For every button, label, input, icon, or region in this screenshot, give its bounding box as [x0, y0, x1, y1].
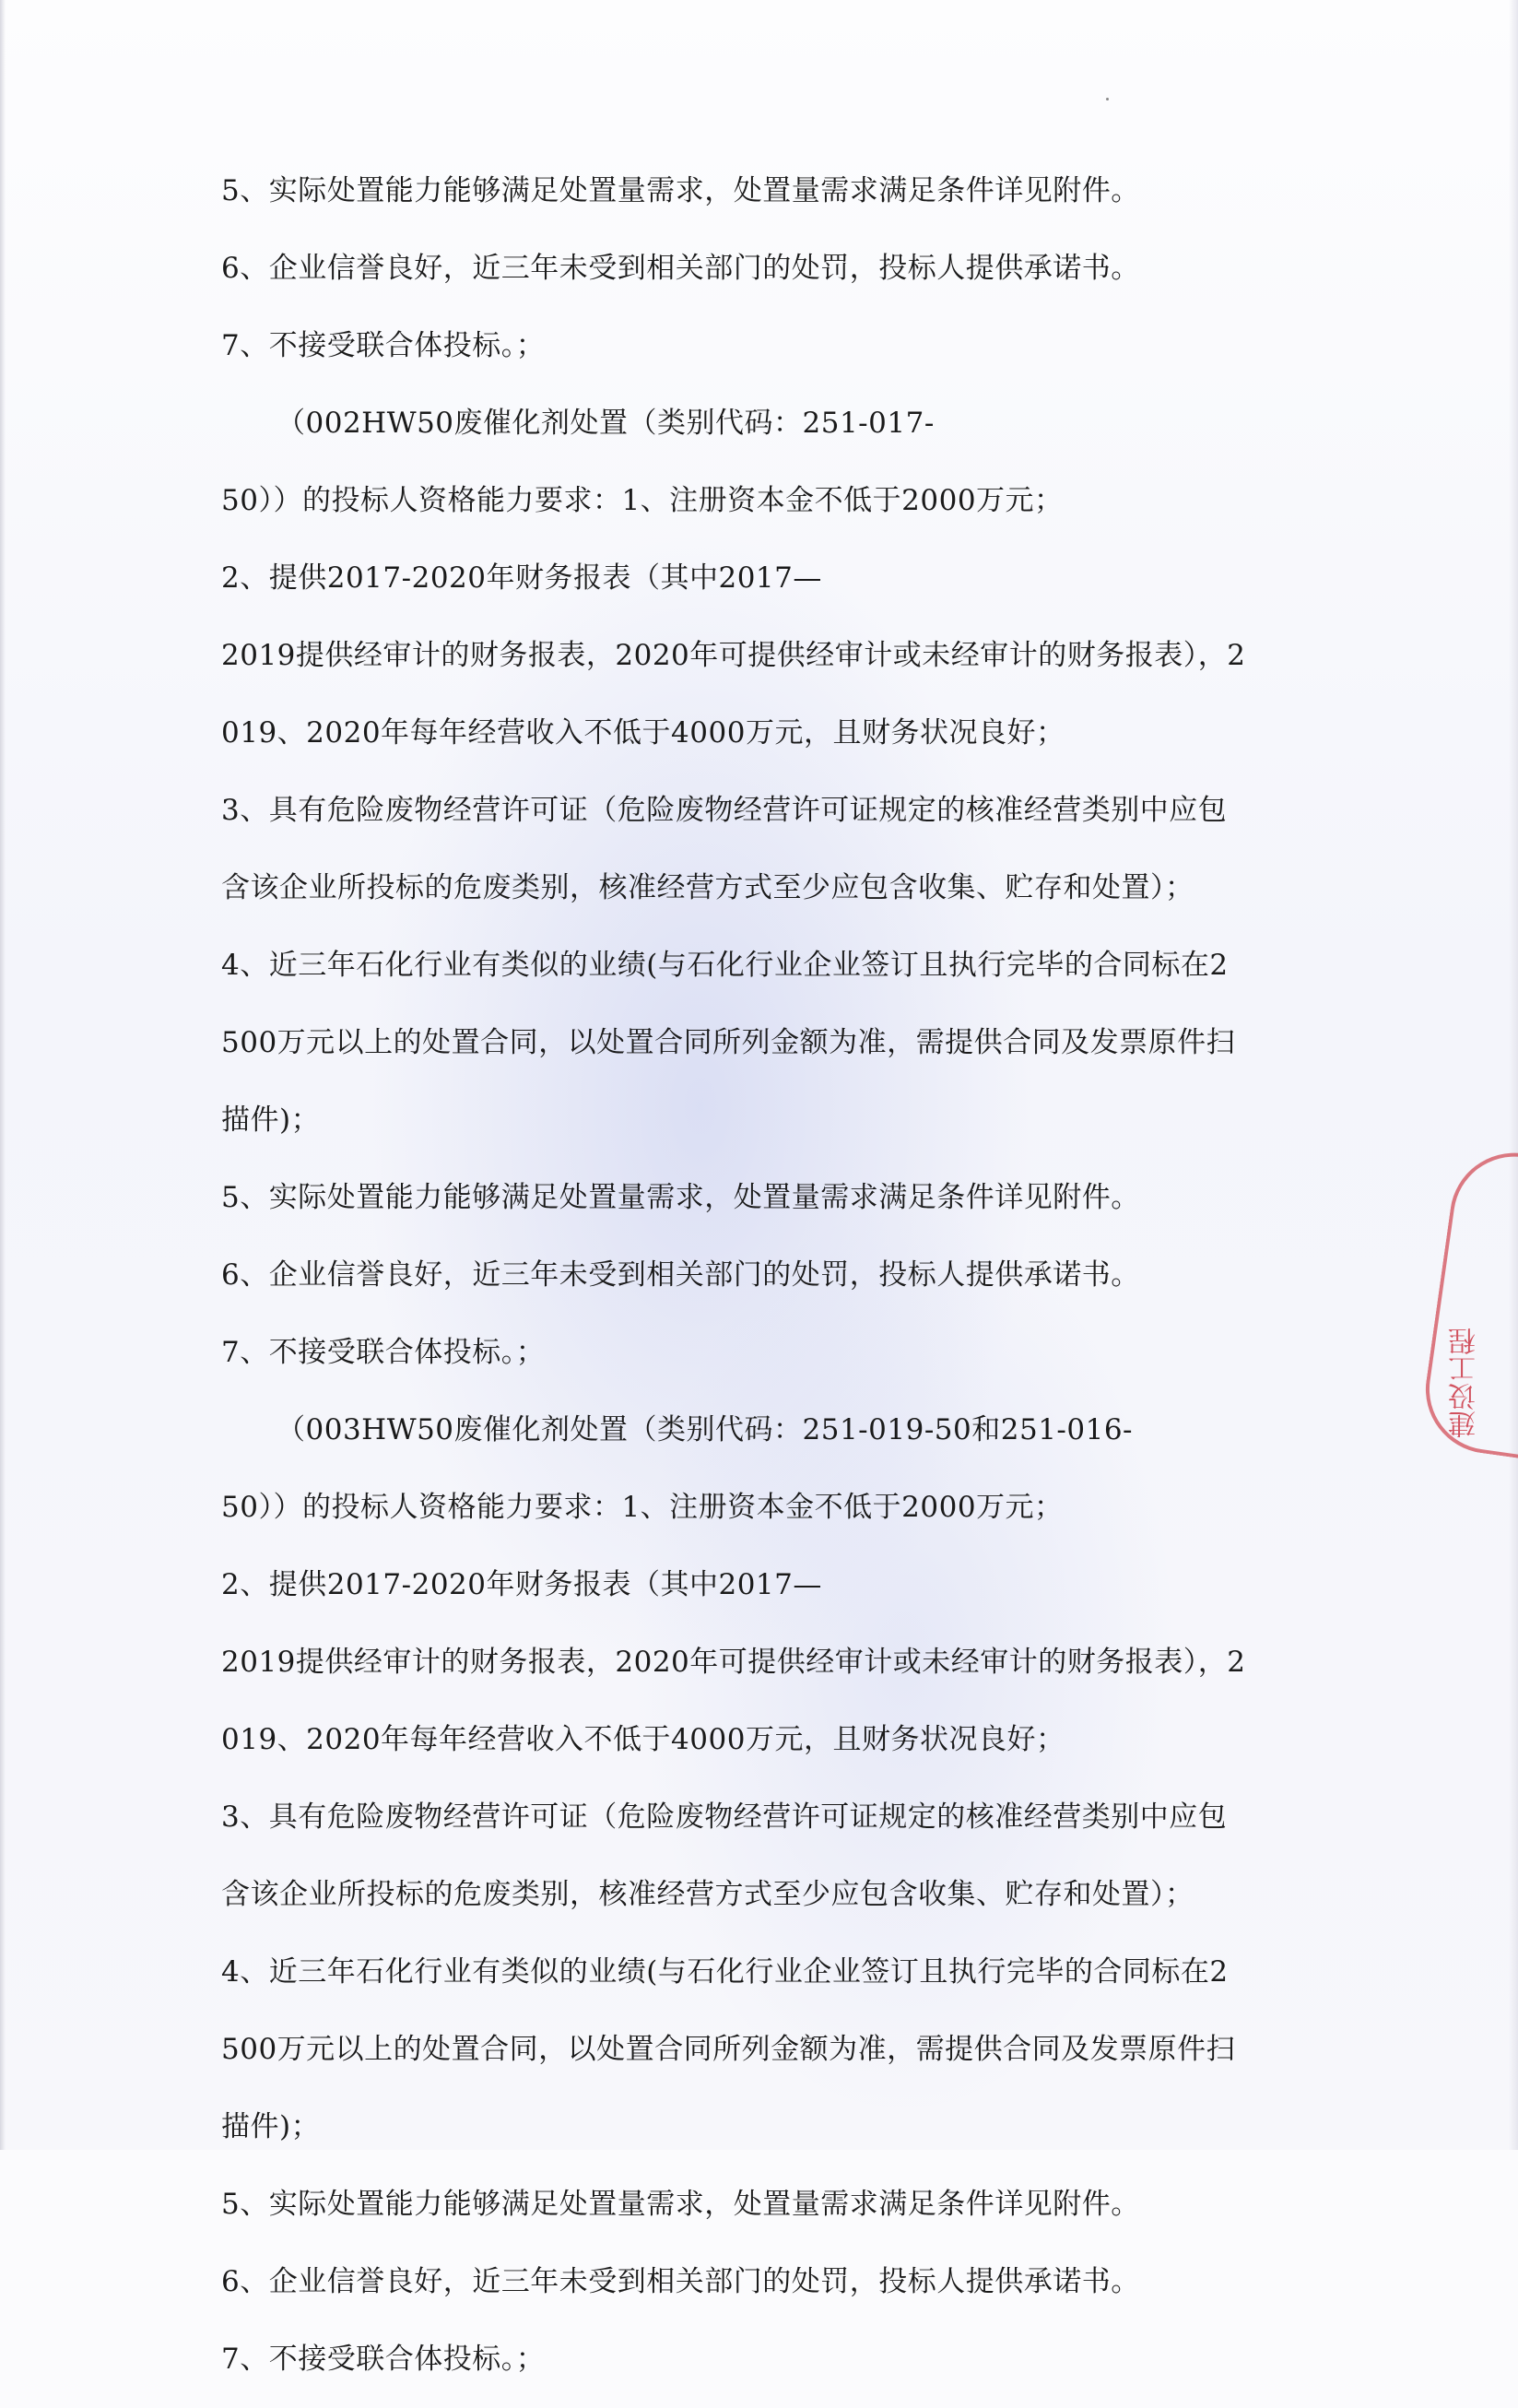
- scan-edge-left: [0, 0, 6, 2150]
- text-line: 2、提供2017-2020年财务报表（其中2017—: [221, 561, 822, 595]
- text-line: 含该企业所投标的危废类别，核准经营方式至少应包含收集、贮存和处置）；: [221, 1878, 1194, 1911]
- document-body: [221, 162, 1272, 2408]
- scan-speck: [1106, 98, 1109, 100]
- text-line: 含该企业所投标的危废类别，核准经营方式至少应包含收集、贮存和处置）；: [221, 871, 1194, 904]
- text-line: 6、企业信誉良好，近三年未受到相关部门的处罚，投标人提供承诺书。: [221, 2265, 1140, 2298]
- text-line: 描件)；: [221, 2110, 321, 2143]
- text-line: 描件)；: [221, 1104, 321, 1137]
- text-line: 50））的投标人资格能力要求：1、注册资本金不低于2000万元；: [221, 484, 1064, 517]
- text-line: 3、具有危险废物经营许可证（危险废物经营许可证规定的核准经营类别中应包: [221, 1800, 1228, 1834]
- text-line: 7、不接受联合体投标。；: [221, 2343, 546, 2376]
- text-line: 2019提供经审计的财务报表，2020年可提供经审计或未经审计的财务报表），2: [221, 1646, 1246, 1679]
- seal-stamp-text: 建设工程: [1449, 1328, 1481, 1438]
- text-line: 7、不接受联合体投标。；: [221, 329, 546, 362]
- text-line: 7、不接受联合体投标。；: [221, 1336, 546, 1369]
- text-line: 4、近三年石化行业有类似的业绩(与石化行业企业签订且执行完毕的合同标在2: [221, 1955, 1229, 1989]
- text-line: 019、2020年每年经营收入不低于4000万元，且财务状况良好；: [221, 1723, 1065, 1756]
- text-line: 5、实际处置能力能够满足处置量需求，处置量需求满足条件详见附件。: [221, 1181, 1140, 1214]
- text-line: 50））的投标人资格能力要求：1、注册资本金不低于2000万元；: [221, 1491, 1064, 1524]
- text-line: 3、具有危险废物经营许可证（危险废物经营许可证规定的核准经营类别中应包: [221, 794, 1228, 827]
- text-line: 2、提供2017-2020年财务报表（其中2017—: [221, 1568, 822, 1601]
- text-line: 6、企业信誉良好，近三年未受到相关部门的处罚，投标人提供承诺书。: [221, 252, 1140, 285]
- text-line: 4、近三年石化行业有类似的业绩(与石化行业企业签订且执行完毕的合同标在2: [221, 949, 1229, 982]
- section-heading-002: （002HW50废催化剂处置（类别代码：251-017-: [277, 407, 935, 440]
- text-line: 500万元以上的处置合同，以处置合同所列金额为准，需提供合同及发票原件扫: [221, 2033, 1236, 2066]
- text-line: 6、企业信誉良好，近三年未受到相关部门的处罚，投标人提供承诺书。: [221, 1258, 1140, 1292]
- scan-edge-right: [1509, 0, 1518, 2150]
- text-line: 2019提供经审计的财务报表，2020年可提供经审计或未经审计的财务报表），2: [221, 639, 1246, 672]
- text-line: 5、实际处置能力能够满足处置量需求，处置量需求满足条件详见附件。: [221, 2188, 1140, 2221]
- section-heading-003: （003HW50废催化剂处置（类别代码：251-019-50和251-016-: [277, 1413, 1134, 1446]
- text-line: 5、实际处置能力能够满足处置量需求，处置量需求满足条件详见附件。: [221, 174, 1140, 207]
- text-line: 019、2020年每年经营收入不低于4000万元，且财务状况良好；: [221, 716, 1065, 750]
- text-line: 500万元以上的处置合同，以处置合同所列金额为准，需提供合同及发票原件扫: [221, 1026, 1236, 1059]
